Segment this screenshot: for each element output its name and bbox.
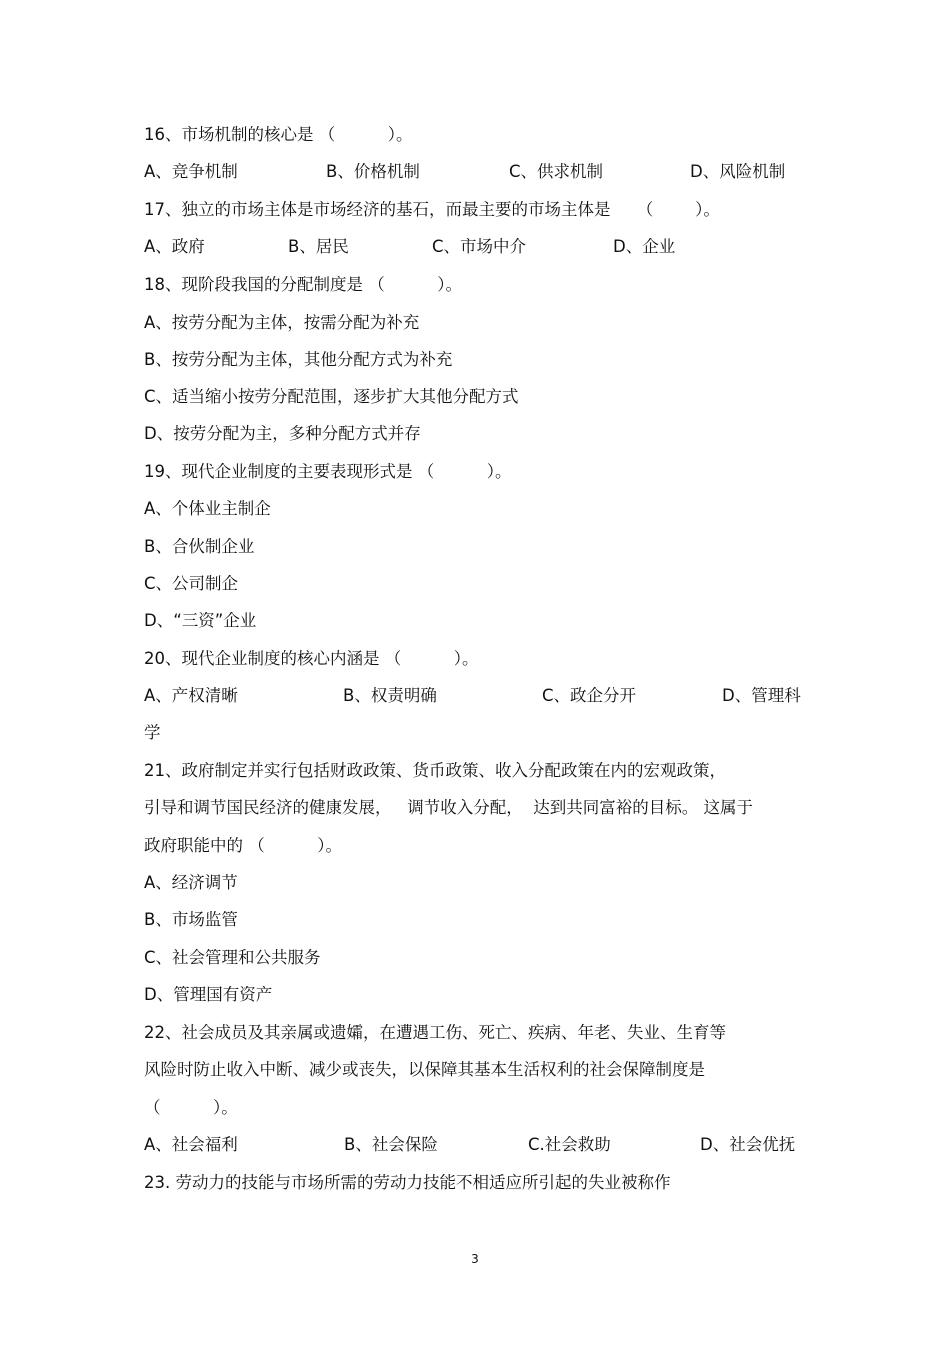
question-21-stem-line-2: 引导和调节国民经济的健康发展， 调节收入分配， 达到共同富裕的目标。 这属于	[144, 798, 753, 817]
question-22-option-d: D、社会优抚	[700, 1135, 796, 1154]
question-19-stem: 19、现代企业制度的主要表现形式是 （ ）。	[144, 462, 512, 481]
question-19-option-d: D、“三资”企业	[144, 611, 257, 630]
question-17-stem: 17、独立的市场主体是市场经济的基石，而最主要的市场主体是 （ ）。	[144, 200, 720, 219]
question-22-stem-line-2: 风险时防止收入中断、减少或丧失，以保障其基本生活权利的社会保障制度是	[144, 1060, 705, 1079]
question-21-stem-line-3: 政府职能中的 （ ）。	[144, 836, 342, 855]
question-18-option-d: D、按劳分配为主，多种分配方式并存	[144, 424, 421, 443]
question-18-stem: 18、现阶段我国的分配制度是 （ ）。	[144, 275, 462, 294]
question-22-option-a: A、社会福利	[144, 1135, 238, 1154]
question-21-option-c: C、社会管理和公共服务	[144, 948, 321, 967]
question-22-option-c: C.社会救助	[528, 1135, 611, 1154]
question-19-option-c: C、公司制企	[144, 574, 239, 593]
question-21-option-a: A、经济调节	[144, 873, 238, 892]
question-19-option-a: A、个体业主制企	[144, 499, 271, 518]
question-22-option-b: B、社会保险	[344, 1135, 438, 1154]
question-18-option-a: A、按劳分配为主体，按需分配为补充	[144, 313, 420, 332]
question-17-option-b: B、居民	[288, 237, 349, 256]
question-22-stem-line-1: 22、社会成员及其亲属或遗孀，在遭遇工伤、死亡、疾病、年老、失业、生育等	[144, 1023, 726, 1042]
question-16-option-d: D、风险机制	[690, 162, 786, 181]
question-16-option-a: A、竞争机制	[144, 162, 238, 181]
question-17-option-d: D、企业	[613, 237, 676, 256]
question-19-option-b: B、合伙制企业	[144, 537, 255, 556]
question-21-stem-line-1: 21、政府制定并实行包括财政政策、货币政策、收入分配政策在内的宏观政策，	[144, 761, 726, 780]
question-21-option-b: B、市场监管	[144, 910, 238, 929]
question-20-option-b: B、权责明确	[343, 686, 437, 705]
question-16-option-b: B、价格机制	[326, 162, 420, 181]
question-20-option-a: A、产权清晰	[144, 686, 238, 705]
question-17-option-c: C、市场中介	[432, 237, 527, 256]
question-20-stem: 20、现代企业制度的核心内涵是 （ ）。	[144, 649, 479, 668]
question-20-option-d: D、管理科	[722, 686, 801, 705]
question-20-option-d-wrap: 学	[144, 723, 161, 742]
question-21-option-d: D、管理国有资产	[144, 985, 273, 1004]
question-20-option-c: C、政企分开	[542, 686, 637, 705]
question-17-option-a: A、政府	[144, 237, 205, 256]
question-18-option-b: B、按劳分配为主体，其他分配方式为补充	[144, 350, 453, 369]
question-22-stem-line-3: （ ）。	[144, 1098, 238, 1117]
question-23-stem: 23. 劳动力的技能与市场所需的劳动力技能不相适应所引起的失业被称作	[144, 1173, 671, 1192]
page-number: 3	[471, 1252, 479, 1266]
question-18-option-c: C、适当缩小按劳分配范围，逐步扩大其他分配方式	[144, 387, 519, 406]
question-16-option-c: C、供求机制	[509, 162, 604, 181]
question-16-stem: 16、市场机制的核心是 （ ）。	[144, 125, 413, 144]
